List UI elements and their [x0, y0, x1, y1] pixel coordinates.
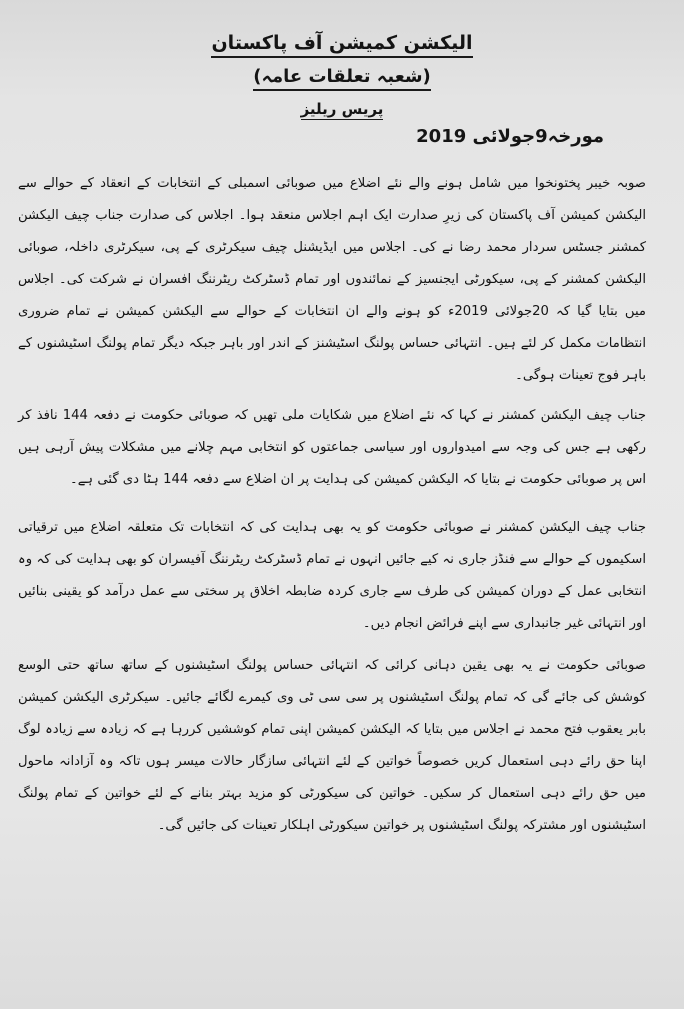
- document-subtitle-text: (شعبہ تعلقات عامہ): [253, 66, 431, 91]
- press-release-label-text: پریس ریلیز: [300, 100, 384, 118]
- document-subtitle: [0, 66, 684, 87]
- paragraph-3: جناب چیف الیکشن کمشنر نے صوبائی حکومت کو یہ بھی ہدایت کی کہ انتخابات تک متعلقہ اضلاع میں ترقیاتی اسکیموں کے حوالے سے فنڈز جاری نہ کیے جائیں انہوں نے تمام ڈسٹرکٹ ریٹرننگ آفیسران کو بھی ہدایت کی کہ وہ انتخابی عمل کے دوران کمیشن کی طرف سے جاری کردہ ضابطہ اخلاق پر سختی سے عمل درآمد کو یقینی بنائیں اور انتہائی غیر جانبداری سے اپنے فرائض انجام دیں۔: [18, 520, 646, 631]
- paragraph-2: جناب چیف الیکشن کمشنر نے کہا کہ نئے اضلاع میں شکایات ملی تھیں کہ صوبائی حکومت نے دفعہ 144 نافذ کر رکھی ہے جس کی وجہ سے امیدواروں اور سیاسی جماعتوں کو انتخابی مہم چلانے میں مشکلات پیش آرہی ہیں اس پر صوبائی حکومت نے بتایا کہ الیکشن کمیشن کی ہدایت پر ان اضلاع سے دفعہ 144 ہٹا دی گئی ہے۔: [18, 408, 646, 487]
- press-release-label: [0, 100, 684, 118]
- date-line: مورخہ9جولائی 2019: [416, 126, 604, 147]
- paragraph-4: صوبائی حکومت نے یہ بھی یقین دہانی کرائی کہ انتہائی حساس پولنگ اسٹیشنوں کے ساتھ ساتھ حتی الوسع کوشش کی جائے گی کہ تمام پولنگ اسٹیشنوں پر سی سی ٹی وی کیمرے لگائے جائیں۔ سیکرٹری الیکشن کمیشن بابر یعقوب فتح محمد نے اجلاس میں بتایا کہ الیکشن کمیشن اپنی تمام کوششیں کررہا ہے کہ زیادہ سے زیادہ لوگ اپنا حق رائے دہی استعمال کریں خصوصاً خواتین کے لئے انتہائی سازگار حالات میسر ہوں تاکہ وہ آزادانہ ماحول میں حق رائے دہی استعمال کر سکیں۔ خواتین کی سیکورٹی کو مزید بہتر بنانے کے لئے خواتین کے تمام پولنگ اسٹیشنوں اور مشترکہ پولنگ اسٹیشنوں پر خواتین سیکورٹی اہلکار تعینات کی جائیں گی۔: [18, 658, 646, 833]
- document-title: [0, 32, 684, 54]
- document-title-text: الیکشن کمیشن آف پاکستان: [211, 32, 472, 58]
- paragraph-1: صوبہ خیبر پختونخوا میں شامل ہونے والے نئے اضلاع میں صوبائی اسمبلی کے انتخابات کے انعقاد کے حوالے سے الیکشن کمیشن آف پاکستان کی زیرِ صدارت ایک اہم اجلاس منعقد ہوا۔ اجلاس کی صدارت جناب چیف الیکشن کمشنر جسٹس سردار محمد رضا نے کی۔ اجلاس میں ایڈیشنل چیف سیکرٹری کے پی، سیکرٹری داخلہ، صوبائی الیکشن کمشنر کے پی، سیکورٹی ایجنسیز کے نمائندوں اور تمام ڈسٹرکٹ ریٹرننگ افسران نے شرکت کی۔ اجلاس میں بتایا گیا کہ 20جولائی 2019ء کو ہونے والے ان انتخابات کے حوالے سے الیکشن کمیشن نے تمام ضروری انتظامات مکمل کر لئے ہیں۔ انتہائی حساس پولنگ اسٹیشنز کے اندر اور باہر جبکہ دیگر تمام پولنگ اسٹیشنوں کے باہر فوج تعینات ہوگی۔: [18, 176, 646, 383]
